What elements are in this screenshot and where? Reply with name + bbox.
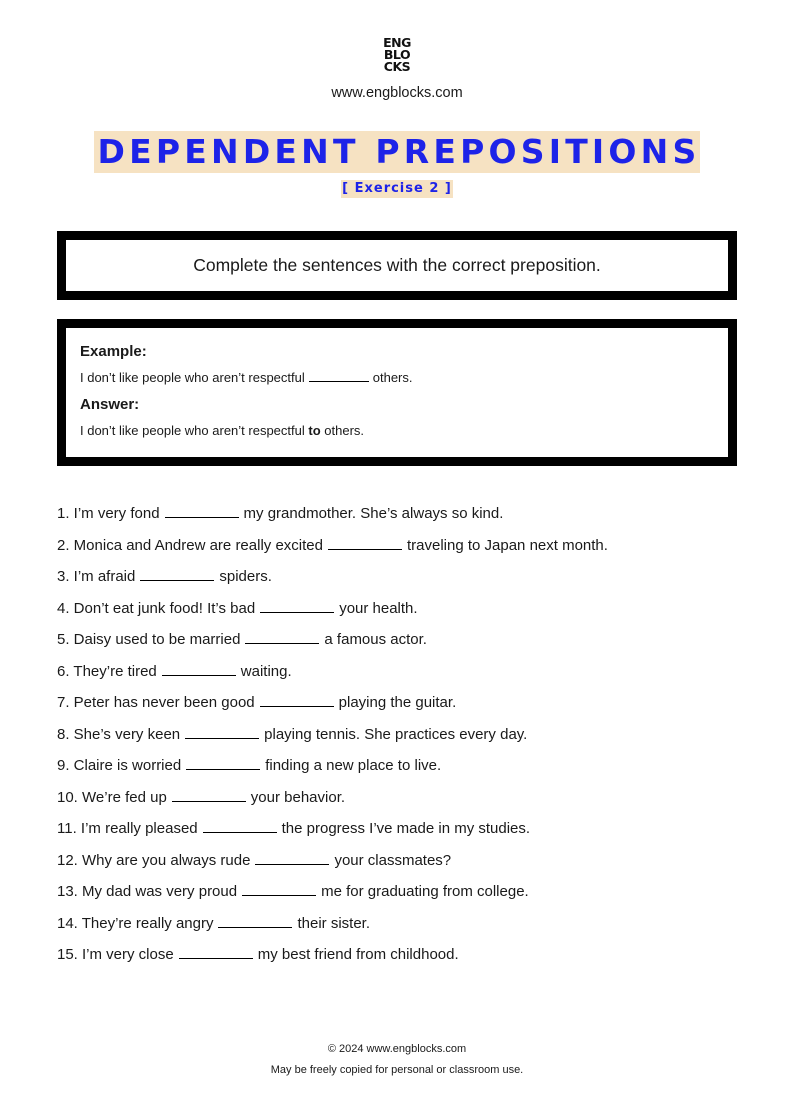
- question-text-start: 11. I’m really pleased: [57, 820, 198, 837]
- question-text-start: 8. She’s very keen: [57, 725, 181, 743]
- question-text-start: 7. Peter has never been good: [57, 694, 255, 711]
- logo-line-2: BLO: [383, 47, 411, 62]
- question-item: [57, 630, 608, 662]
- question-text-start: 6. They’re tired: [57, 662, 157, 680]
- question-text-end: the progress I’ve made in my studies.: [281, 820, 531, 837]
- question-item: [57, 504, 608, 536]
- logo-line-3: CKS: [383, 59, 411, 74]
- question-item: [57, 567, 608, 599]
- answer-blank[interactable]: [165, 505, 239, 518]
- question-text-start: 15. I’m very close: [57, 946, 174, 963]
- question-text-start: 10. We’re fed up: [57, 788, 167, 806]
- question-item: [57, 882, 608, 914]
- example-box: [57, 319, 737, 466]
- answer-blank[interactable]: [172, 789, 246, 802]
- footer-copyright: © 2024 www.engblocks.com: [327, 1043, 467, 1055]
- answer-blank[interactable]: [218, 915, 292, 928]
- question-text-end: my best friend from childhood.: [257, 946, 459, 963]
- question-text-end: their sister.: [297, 914, 370, 932]
- engblocks-logo: [0, 37, 794, 73]
- example-sentence-start: I don’t like people who aren’t respectful: [80, 370, 305, 385]
- answer-blank[interactable]: [140, 568, 214, 581]
- question-text-start: 3. I’m afraid: [57, 568, 136, 585]
- question-text-start: 2. Monica and Andrew are really excited: [57, 536, 323, 554]
- answer-blank[interactable]: [162, 663, 236, 676]
- question-text-end: my grandmother. She’s always so kind.: [243, 505, 504, 522]
- question-item: [57, 662, 608, 694]
- answer-blank[interactable]: [328, 537, 402, 550]
- question-text-end: your behavior.: [250, 788, 346, 806]
- question-text-start: 1. I’m very fond: [57, 505, 160, 522]
- question-item: [57, 945, 608, 977]
- question-text-start: 13. My dad was very proud: [57, 883, 238, 900]
- example-sentence: [80, 369, 728, 387]
- question-text-start: 12. Why are you always rude: [57, 851, 251, 869]
- example-label: Example:: [80, 343, 147, 360]
- logo-line-1: ENG: [383, 35, 411, 50]
- question-text-end: playing the guitar.: [338, 694, 457, 711]
- answer-blank[interactable]: [179, 946, 253, 959]
- answer-blank[interactable]: [260, 694, 334, 707]
- answer-blank[interactable]: [203, 820, 277, 833]
- question-item: [57, 788, 608, 820]
- question-item: [57, 914, 608, 946]
- question-text-start: 9. Claire is worried: [57, 757, 182, 774]
- question-item: [57, 756, 608, 788]
- answer-sentence: [80, 422, 728, 440]
- question-text-start: 5. Daisy used to be married: [57, 631, 241, 648]
- instruction-text: Complete the sentences with the correct preposition.: [193, 255, 601, 275]
- answer-blank[interactable]: [185, 726, 259, 739]
- answer-sentence-start: I don’t like people who aren’t respectful: [80, 423, 305, 438]
- answer-blank[interactable]: [255, 852, 329, 865]
- instruction-box: [57, 231, 737, 300]
- question-item: [57, 725, 608, 757]
- question-text-end: a famous actor.: [324, 631, 427, 648]
- question-item: [57, 819, 608, 851]
- question-text-end: waiting.: [240, 662, 292, 680]
- answer-blank[interactable]: [186, 757, 260, 770]
- question-item: [57, 693, 608, 725]
- question-text-end: traveling to Japan next month.: [406, 536, 608, 554]
- worksheet-title: DEPENDENT PREPOSITIONS: [94, 131, 701, 173]
- answer-word: to: [308, 423, 321, 438]
- example-blank: [309, 370, 369, 382]
- site-url: www.engblocks.com: [331, 85, 463, 101]
- question-text-end: finding a new place to live.: [265, 757, 442, 774]
- question-item: [57, 851, 608, 883]
- exercise-number: [ Exercise 2 ]: [342, 181, 452, 196]
- question-text-start: 14. They’re really angry: [57, 914, 214, 932]
- question-text-end: your classmates?: [334, 851, 452, 869]
- question-text-end: me for graduating from college.: [321, 883, 529, 900]
- question-text-end: your health.: [339, 599, 418, 617]
- answer-blank[interactable]: [245, 631, 319, 644]
- answer-blank[interactable]: [242, 883, 316, 896]
- logo-wordmark: [383, 37, 411, 73]
- answer-label: Answer:: [80, 396, 140, 413]
- question-list: [57, 504, 608, 977]
- question-item: [57, 599, 608, 631]
- question-text-end: playing tennis. She practices every day.: [264, 725, 528, 743]
- example-sentence-end: others.: [372, 370, 413, 385]
- question-item: [57, 536, 608, 568]
- question-text-end: spiders.: [219, 568, 272, 585]
- footer-notice: May be freely copied for personal or classroom use.: [270, 1064, 524, 1076]
- question-text-start: 4. Don’t eat junk food! It’s bad: [57, 599, 256, 617]
- answer-sentence-end: others.: [324, 423, 365, 438]
- answer-blank[interactable]: [260, 600, 334, 613]
